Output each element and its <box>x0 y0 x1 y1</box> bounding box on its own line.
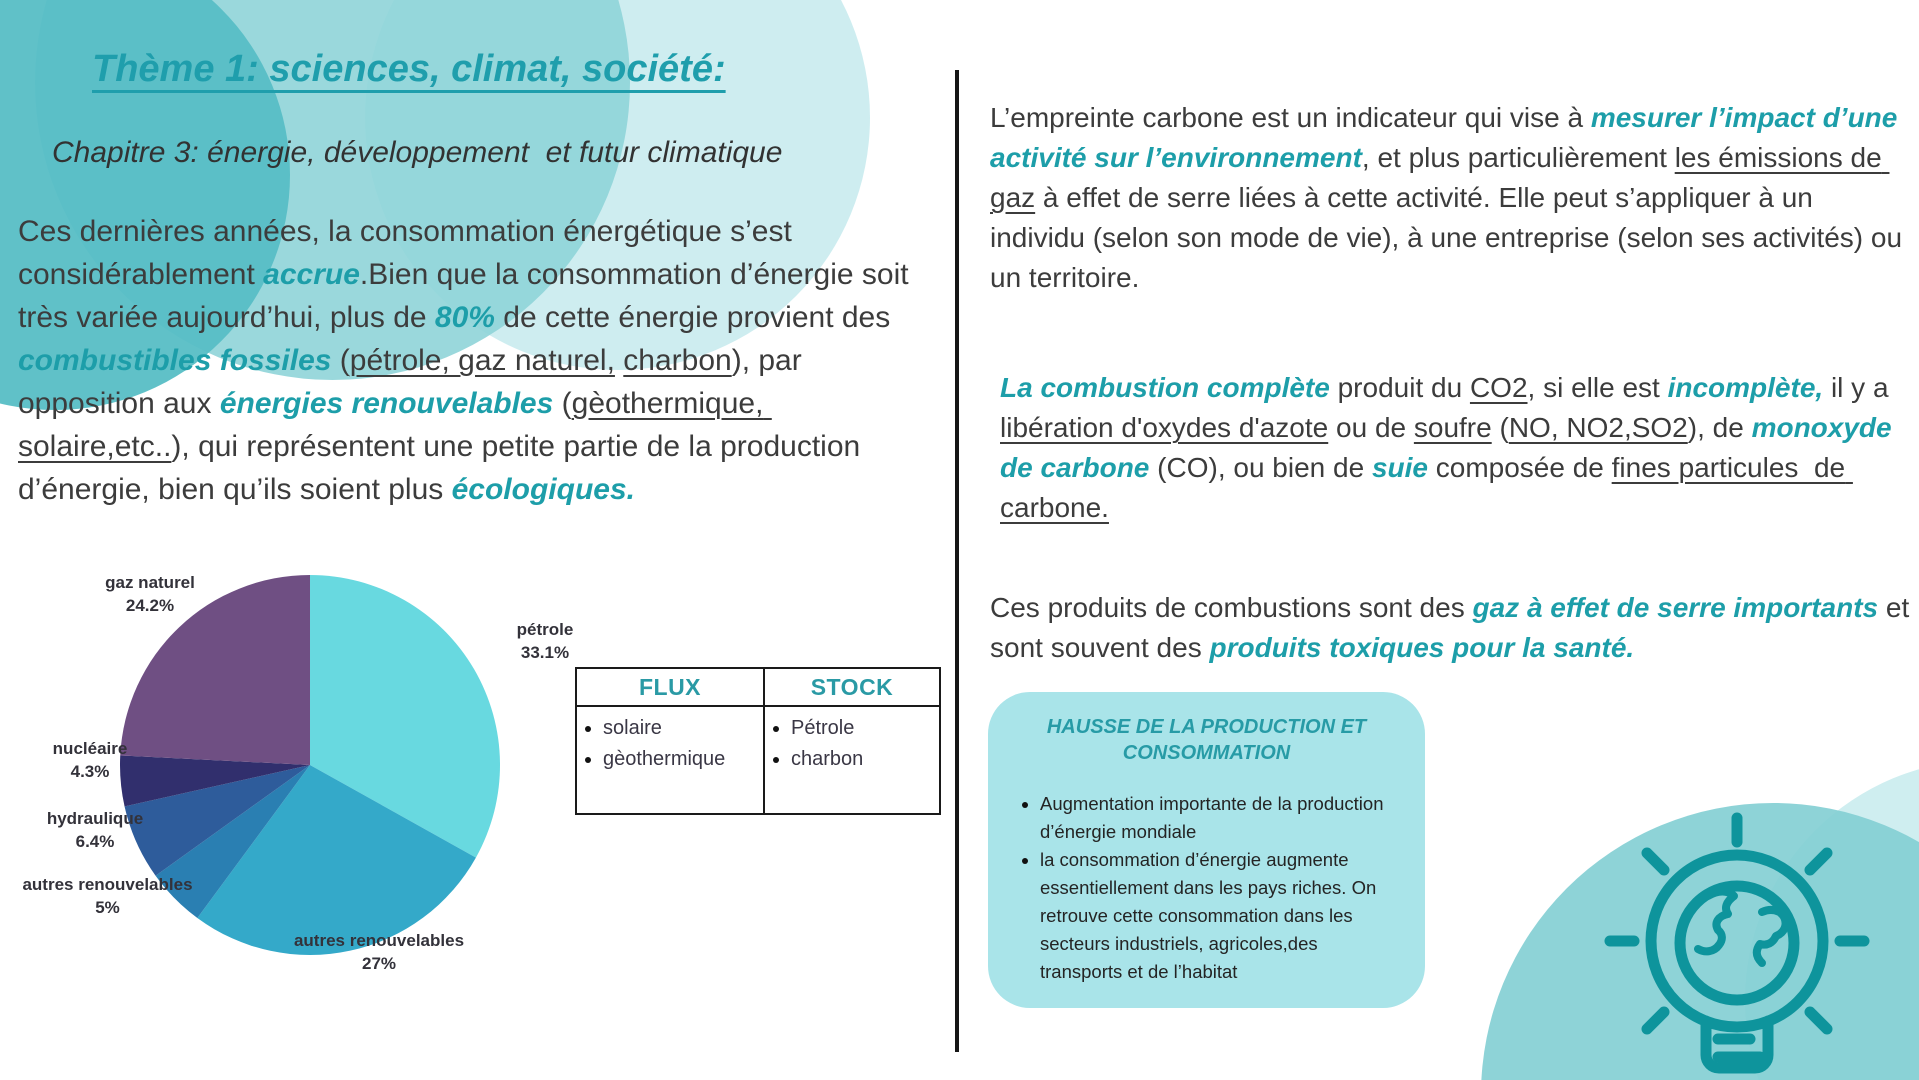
text-segment: ), de <box>1687 412 1752 443</box>
flux-item: • gèothermique <box>603 744 763 775</box>
text-segment: Ces dernières années, la consommation énergétique s’est considérablement <box>18 215 801 291</box>
callout-title: HAUSSE DE LA PRODUCTION ET CONSOMMATION <box>1046 716 1367 764</box>
pie-label-hydraulique <box>10 807 180 853</box>
text-segment-hl: suie <box>1371 452 1428 483</box>
pie-label-value: 6.4% <box>75 832 115 851</box>
text-segment: Ces produits de combustions sont des <box>990 592 1473 623</box>
text-segment-u: fines particules de carbone. <box>1000 452 1853 523</box>
text-segment: ), par opposition aux <box>18 344 811 420</box>
pie-label-value: 27% <box>361 954 397 973</box>
text-segment: produit du <box>1329 372 1470 403</box>
text-segment-hl: écologiques. <box>451 473 635 506</box>
text-segment: ou de <box>1328 412 1414 443</box>
intro-paragraph <box>18 210 943 511</box>
text-segment-u: charbon <box>623 344 732 377</box>
callout-bullet: • Augmentation importante de la production d’énergie mondiale <box>1040 790 1395 846</box>
pie-label-value: 24.2% <box>125 596 175 615</box>
text-segment: composée de <box>1427 452 1612 483</box>
text-segment: .Bien que la consommation d’énergie soit très variée aujourd’hui, plus de <box>18 258 917 334</box>
flux-item: • solaire <box>603 713 763 744</box>
text-segment-u: gèothermique, solaire,etc.. <box>18 387 772 463</box>
carbon-footprint-paragraph <box>990 98 1915 298</box>
greenhouse-gases-paragraph <box>990 588 1918 668</box>
text-segment: ( <box>1491 412 1509 443</box>
pie-label-petrole <box>465 618 625 664</box>
text-segment-u: NO, NO2,SO2 <box>1508 412 1688 443</box>
pie-label-name: gaz naturel <box>105 573 195 592</box>
text-segment: à effet de serre liées à cette activité. Elle peut s’appliquer à un individu (selon son mode de vie), à une entreprise (selon ses activités) ou un territoire. <box>990 182 1910 293</box>
text-segment: L’empreinte carbone est un indicateur qui vise à <box>990 102 1591 133</box>
column-divider <box>955 70 959 1052</box>
text-segment: et sont souvent des <box>990 592 1918 663</box>
callout-bullet: • la consommation d’énergie augmente essentiellement dans les pays riches. On retrouve cette consommation dans les secteurs industriels, agricoles,des transports et de l’habitat <box>1040 846 1395 986</box>
text-segment-hl: produits toxiques pour la santé. <box>1209 632 1635 663</box>
text-segment-hl: gaz à effet de serre importants <box>1472 592 1879 623</box>
chapter-subtitle: Chapitre 3: énergie, développement et futur climatique <box>52 136 783 169</box>
pie-label-name: hydraulique <box>46 809 144 828</box>
text-segment-hl: combustibles fossiles <box>18 344 332 377</box>
stock-item: • charbon <box>791 744 939 775</box>
text-segment-u: CO2 <box>1469 372 1528 403</box>
callout-box <box>988 692 1425 1008</box>
pie-label-autres-renouvelables-27 <box>263 929 495 975</box>
flux-stock-table <box>575 667 941 815</box>
table-header-stock: STOCK <box>765 669 939 707</box>
stock-item: • Pétrole <box>791 713 939 744</box>
text-segment-hl: énergies renouvelables <box>219 387 554 420</box>
table-column-flux <box>577 669 765 813</box>
callout-bullet-list <box>1018 790 1395 986</box>
text-segment-hl: monoxyde de carbone <box>1000 412 1900 483</box>
text-segment-u: les émissions de gaz <box>990 142 1890 213</box>
pie-label-name: autres renouvelables <box>293 931 465 950</box>
text-segment: , si elle est <box>1527 372 1668 403</box>
text-segment-u: libération d'oxydes d'azote <box>1000 412 1329 443</box>
pie-label-value: 5% <box>95 898 120 917</box>
text-segment-u: pétrole, gaz naturel, <box>349 344 615 377</box>
text-segment-hl: mesurer l’impact d’une activité sur l’environnement <box>990 102 1906 173</box>
text-segment-u: soufre <box>1413 412 1492 443</box>
energy-pie-chart <box>0 545 670 1005</box>
flux-item-list <box>577 713 763 775</box>
text-segment: ( <box>331 344 350 377</box>
pie-label-name: nucléaire <box>52 739 128 758</box>
text-segment: il y a <box>1823 372 1897 403</box>
text-segment-hl: incomplète, <box>1667 372 1824 403</box>
text-segment: ( <box>553 387 572 420</box>
pie-label-name: autres renouvelables <box>22 875 193 894</box>
text-segment: , et plus particulièrement <box>1361 142 1675 173</box>
text-segment: de cette énergie provient des <box>494 301 899 334</box>
pie-label-value: 33.1% <box>520 643 570 662</box>
stock-item-list <box>765 713 939 775</box>
pie-label-name: pétrole <box>516 620 574 639</box>
combustion-paragraph <box>1000 368 1912 528</box>
text-segment-hl: 80% <box>434 301 495 334</box>
table-header-flux: FLUX <box>577 669 763 707</box>
page-title: Thème 1: sciences, climat, société: <box>92 48 726 90</box>
pie-label-autres-renouvelables-5 <box>0 873 215 919</box>
text-segment: (CO), ou bien de <box>1149 452 1372 483</box>
lightbulb-globe-icon <box>1590 800 1890 1080</box>
text-segment: ), qui représentent une petite partie de la production d’énergie, bien qu’ils soient plus <box>18 430 869 506</box>
table-column-stock <box>765 669 939 813</box>
pie-label-value: 4.3% <box>70 762 110 781</box>
pie-label-gaz-naturel <box>60 571 240 617</box>
text-segment-hl: La combustion complète <box>1000 372 1330 403</box>
text-segment-hl: accrue <box>263 258 360 291</box>
pie-label-nucleaire <box>10 737 170 783</box>
